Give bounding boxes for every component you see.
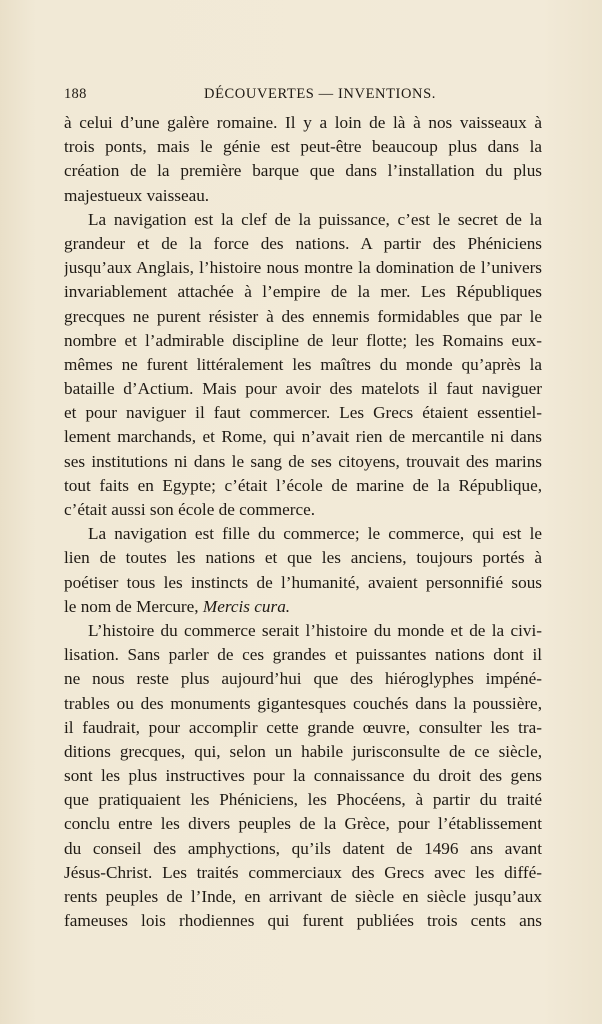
text-line: ne nous reste plus aujourd’hui que des hiéroglyphes impéné- <box>64 669 542 689</box>
text-line: grecques ne purent résister à des ennemis formidables que par le <box>64 306 542 326</box>
text-line: et pour naviguer il faut commercer. Les Grecs étaient essentiel- <box>64 403 542 423</box>
text-line: trables ou des monuments gigantesques couchés dans la poussière, <box>64 693 542 713</box>
body-text <box>64 111 542 933</box>
text-line: poétiser tous les instincts de l’humanité, avaient personnifié sous <box>64 572 542 592</box>
text-line: lisation. Sans parler de ces grandes et puissantes nations dont il <box>64 645 542 665</box>
page-number: 188 <box>64 86 87 102</box>
page-header <box>64 86 540 106</box>
text-line: invariablement attachée à l’empire de la mer. Les Républiques <box>64 282 542 302</box>
text-line: fameuses lois rhodiennes qui furent publiées trois cents ans <box>64 911 542 931</box>
text-line: La navigation est la clef de la puissance, c’est le secret de la <box>88 209 542 229</box>
text-line: lien de toutes les nations et que les anciens, toujours portés à <box>64 548 542 568</box>
text-line: Jésus-Christ. Les traités commerciaux des Grecs avec les diffé- <box>64 862 542 882</box>
text-line: nombre et l’admirable discipline de leur flotte; les Romains eux- <box>64 330 542 350</box>
text-line: tout faits en Egypte; c’était l’école de marine de la République, <box>64 475 542 495</box>
text-line: c’était aussi son école de commerce. <box>64 500 316 519</box>
italic-phrase: Mercis cura. <box>202 596 291 616</box>
text-fragment: le nom de Mercure, <box>64 596 199 616</box>
text-line: majestueux vaisseau. <box>64 185 210 205</box>
text-line: rents peuples de l’Inde, en arrivant de siècle en siècle jusqu’aux <box>64 887 542 906</box>
text-line: ditions grecques, qui, selon un habile jurisconsulte de ce siècle, <box>64 741 542 761</box>
text-line: lement marchands, et Rome, qui n’avait rien de mercantile ni dans <box>64 427 542 447</box>
running-title: DÉCOUVERTES — INVENTIONS. <box>204 86 437 102</box>
text-line: grandeur et de la force des nations. A partir des Phéniciens <box>64 233 542 253</box>
text-line: trois ponts, mais le génie est peut-être beaucoup plus dans la <box>64 137 542 157</box>
text-line: que pratiquaient les Phéniciens, les Phocéens, à partir du traité <box>64 790 542 810</box>
text-line: conclu entre les divers peuples de la Grèce, pour l’établissement <box>64 814 542 834</box>
text-line: bataille d’Actium. Mais pour avoir des matelots il faut naviguer <box>64 379 542 399</box>
text-line-with-italic <box>64 595 542 619</box>
text-line: L’histoire du commerce serait l’histoire du monde et de la civi- <box>88 620 542 640</box>
text-line: La navigation est fille du commerce; le commerce, qui est le <box>88 524 542 544</box>
text-line: mêmes ne furent littéralement les maîtres du monde qu’après la <box>64 354 542 374</box>
text-line: jusqu’aux Anglais, l’histoire nous montre la domination de l’univers <box>64 258 542 278</box>
text-line: du conseil des amphyctions, qu’ils datent de 1496 ans avant <box>64 838 542 858</box>
text-line: ses institutions ni dans le sang de ses citoyens, trouvait des marins <box>64 451 542 471</box>
text-line: il faudrait, pour accomplir cette grande œuvre, consulter les tra- <box>64 717 542 737</box>
text-line: création de la première barque que dans l’installation du plus <box>64 161 542 181</box>
text-line: à celui d’une galère romaine. Il y a loin de là à nos vaisseaux à <box>64 113 542 132</box>
text-line: sont les plus instructives pour la connaissance du droit des gens <box>64 766 542 786</box>
